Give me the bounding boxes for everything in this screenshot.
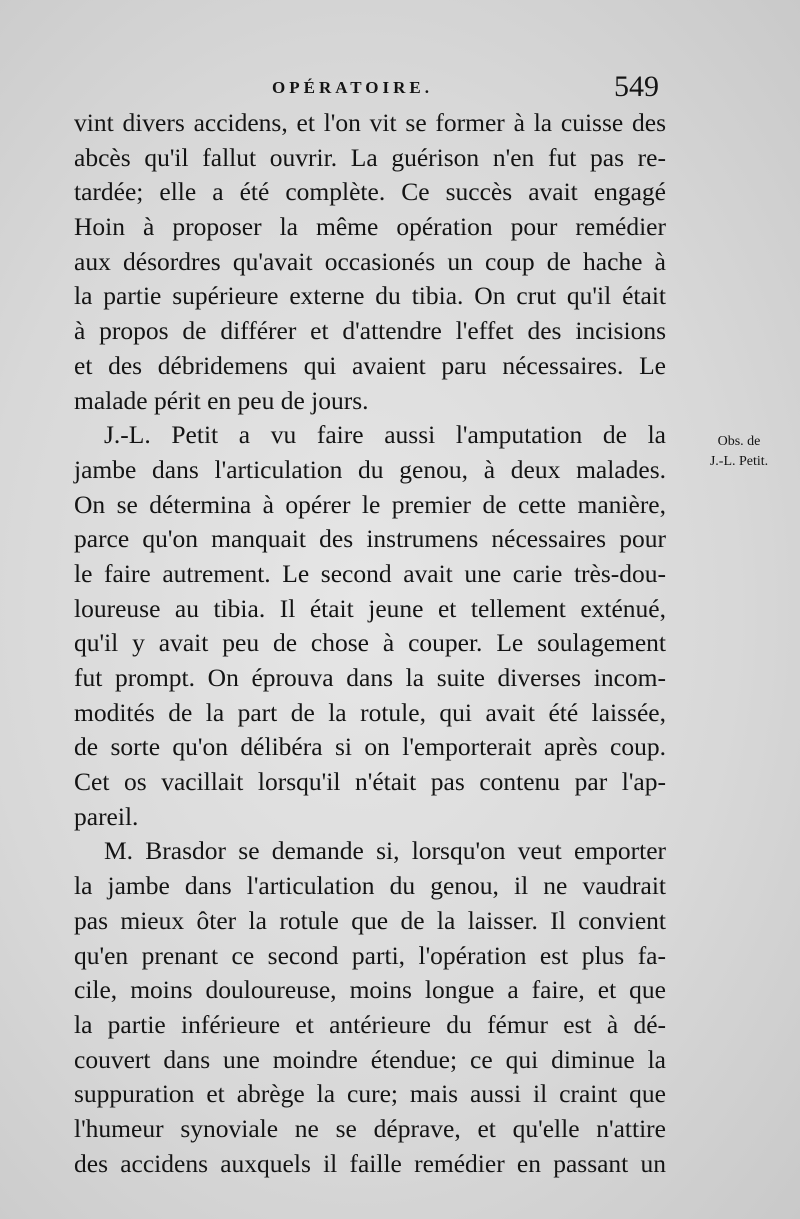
text-line: jambe dans l'articulation du genou, à deux malades. [74,454,666,484]
text-line: malade périt en peu de jours. [74,385,369,415]
text-line: parce qu'on manquait des instrumens nécessaires pour [74,524,666,554]
text-line: qu'il y avait peu de chose à couper. Le soulagement [74,628,666,658]
text-line: loureuse au tibia. Il était jeune et tellement exténué, [74,593,666,623]
margin-note-line: Obs. de [717,434,761,449]
text-line: la partie inférieure et antérieure du fémur est à dé- [74,1009,666,1039]
margin-note-line: J.-L. Petit. [709,454,769,469]
page-number: 549 [614,70,659,103]
paragraph-start: J.-L. Petit a vu faire aussi l'amputation de la [104,420,666,450]
text-line: la jambe dans l'articulation du genou, il ne vaudrait [74,871,666,901]
page-header [0,70,800,110]
margin-note [684,432,794,472]
text-line: la partie supérieure externe du tibia. On crut qu'il était [74,281,666,311]
text-line: On se détermina à opérer le premier de cette manière, [74,489,666,519]
text-line: modités de la part de la rotule, qui avait été laissée, [74,697,666,727]
text-line: pas mieux ôter la rotule que de la laisser. Il convient [74,905,666,935]
running-title: OPÉRATOIRE. [272,78,433,97]
text-line: Cet os vacillait lorsqu'il n'était pas contenu par l'ap- [74,767,666,797]
text-line: suppuration et abrège la cure; mais aussi il craint que [74,1079,666,1109]
text-line: des accidens auxquels il faille remédier en passant un [74,1148,666,1178]
text-line: aux désordres qu'avait occasionés un coup de hache à [74,246,666,276]
text-line: cile, moins douloureuse, moins longue a faire, et que [74,975,666,1005]
text-line: qu'en prenant ce second parti, l'opération est plus fa- [74,940,666,970]
text-line: abcès qu'il fallut ouvrir. La guérison n'en fut pas re- [74,142,666,172]
body-text [74,106,666,1181]
text-line: tardée; elle a été complète. Ce succès avait engagé [74,177,666,207]
text-line: Hoin à proposer la même opération pour remédier [74,212,666,242]
text-line: couvert dans une moindre étendue; ce qui diminue la [74,1044,666,1074]
text-line: fut prompt. On éprouva dans la suite diverses incom- [74,663,666,692]
text-line: à propos de différer et d'attendre l'effet des incisions [74,316,666,346]
text-line: pareil. [74,801,139,831]
text-line: le faire autrement. Le second avait une carie très-dou- [74,558,666,588]
paragraph-start: M. Brasdor se demande si, lorsqu'on veut emporter [104,836,666,866]
text-line: de sorte qu'on délibéra si on l'emporterait après coup. [74,732,666,762]
text-line: vint divers accidens, et l'on vit se former à la cuisse des [74,108,666,137]
text-line: l'humeur synoviale ne se déprave, et qu'elle n'attire [74,1113,666,1143]
text-line: et des débridemens qui avaient paru nécessaires. Le [74,350,666,380]
